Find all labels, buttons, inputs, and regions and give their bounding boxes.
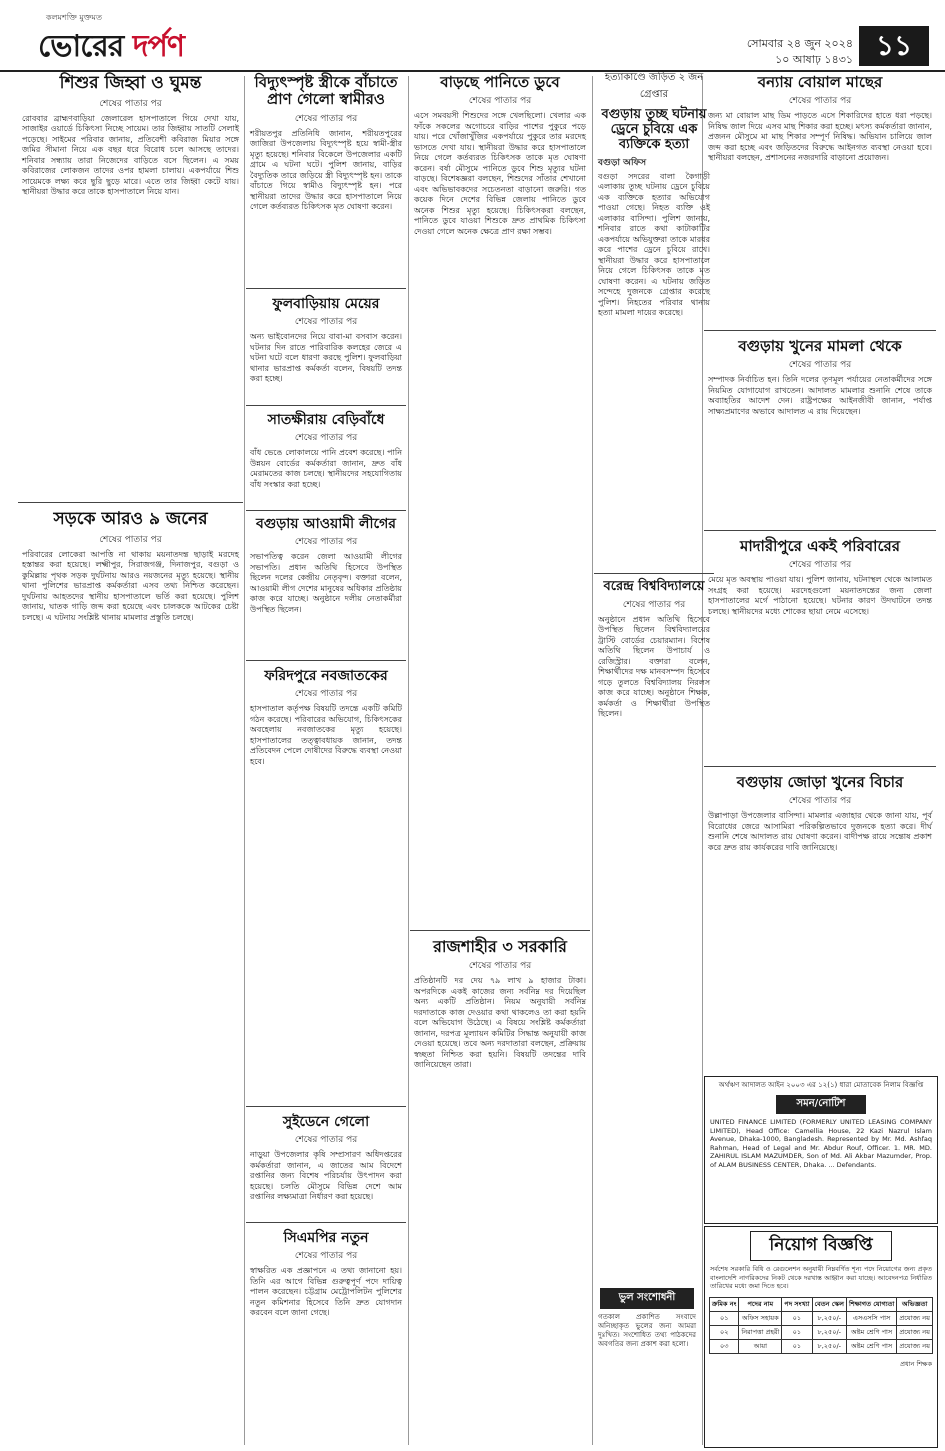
headline: সাতক্ষীরায় বেড়িবাঁধে <box>267 412 385 428</box>
story-satkhira <box>246 408 406 508</box>
headline: বগুড়ায় জোড়া খুনের বিচার <box>736 773 904 791</box>
continuation-note: শেষের পাতার পর <box>294 433 358 444</box>
byline: বগুড়া অফিস <box>598 157 647 168</box>
story-shishu <box>18 70 243 500</box>
date-gregorian: সোমবার ২৪ জুন ২০২৪ <box>746 37 853 50</box>
article-body: স্বাক্ষরিত এক প্রজ্ঞাপনে এ তথ্য জানানো হয়। তিনি এর আগে বিভিন্ন গুরুত্বপূর্ণ পদে দায়িত্ব পালন করেছেন। চট্টগ্রাম মেট্রোপলিটন পুলিশের নতুন কমিশনার হিসেবে তিনি দ্রুত যোগদান করবেন বলে জানা গেছে। <box>250 1266 402 1318</box>
table-row <box>710 1325 933 1339</box>
story-fulbari <box>246 292 406 402</box>
headline: বগুড়ায় আওয়ামী লীগের <box>256 516 396 532</box>
issue-date <box>747 36 853 68</box>
table-header-cell: পদের নাম <box>739 1297 782 1311</box>
table-cell: প্রযোজ্য নয় <box>897 1339 933 1353</box>
column-1 <box>18 70 243 1451</box>
continuation-note: শেষের পাতার পর <box>294 1135 358 1146</box>
logo-part-1: ভোরের <box>38 29 124 64</box>
article-body: অনুষ্ঠানে প্রধান অতিথি হিসেবে উপস্থিত ছিলেন বিশ্ববিদ্যালয়ের ট্রাস্টি বোর্ডের চেয়ারম্যান। বিশেষ অতিথি ছিলেন উপাচার্য ও রেজিস্ট্রার। বক্তারা বলেন, শিক্ষার্থীদের দক্ষ মানবসম্পদ হিসেবে গড়ে তুলতে বিশ্ববিদ্যালয় নিরলস কাজ করে যাচ্ছে। অনুষ্ঠানে শিক্ষক, কর্মকর্তা ও শিক্ষার্থীরা উপস্থিত ছিলেন। <box>598 614 710 719</box>
article-body: বাঁধ ভেঙে লোকালয়ে পানি প্রবেশ করেছে। পানি উন্নয়ন বোর্ডের কর্মকর্তারা জানান, দ্রুত বাঁধ মেরামতের কাজ চলছে। স্থানীয়দের সহযোগিতায় বাঁধ সংস্কার করা হচ্ছে। <box>250 448 402 489</box>
table-cell: অষ্টম শ্রেণি পাস <box>846 1325 896 1339</box>
continuation-note: শেষের পাতার পর <box>788 360 852 371</box>
newspaper-logo <box>38 22 184 73</box>
article-body: উল্লাপাড়া উপজেলার বাসিন্দা। মামলার এজাহার থেকে জানা যায়, পূর্ব বিরোধের জেরে আসামিরা পরিকল্পিতভাবে দুজনকে হত্যা করে। দীর্ঘ শুনানি শেষে আদালত রায় ঘোষণা করেন। বাদীপক্ষ রায়ে সন্তোষ প্রকাশ করে দ্রুত রায় কার্যকরের দাবি জানিয়েছে। <box>708 811 932 852</box>
column-2 <box>246 70 406 1451</box>
story-divider <box>246 1106 406 1107</box>
article-body: অন্য ভাইবোনদের নিয়ে বাবা-মা বসবাস করেন। ঘটনার দিন রাতে পারিবারিক কলহের জেরে এ ঘটনা ঘটে বলে ধারণা করছে পুলিশ। ফুলবাড়িয়া থানার ভারপ্রাপ্ত কর্মকর্তা বলেন, বিষয়টি তদন্ত করা হচ্ছে। <box>250 332 402 384</box>
story-divider <box>246 405 406 406</box>
story-bidhyut <box>246 70 406 285</box>
corrigendum-body: গতকাল প্রকাশিত সংবাদে অনিচ্ছাকৃত ভুলের জন্য আমরা দুঃখিত। সংশোধিত তথ্য পাঠকদের অবগতির জন্য প্রকাশ করা হলো। <box>598 1313 696 1348</box>
table-cell: নিরাপত্তা প্রহরী <box>739 1325 782 1339</box>
continuation-note: শেষের পাতার পর <box>622 599 686 610</box>
story-divider <box>410 930 590 931</box>
story-bogura-khun <box>704 334 936 528</box>
story-divider <box>246 660 406 661</box>
story-bogura-awami <box>246 512 406 657</box>
article-body: জন্য মা বোয়াল মাছ ডিম পাড়তে এসে শিকারিদের হাতে ধরা পড়ছে। নিষিদ্ধ জাল দিয়ে এসব মাছ শিকার করা হচ্ছে। মৎস্য কর্মকর্তারা জানান, প্রজনন মৌসুমে মা মাছ শিকার সম্পূর্ণ নিষিদ্ধ। অভিযান চালিয়ে জাল জব্দ করা হচ্ছে এবং জড়িতদের বিরুদ্ধে আইনগত ব্যবস্থা নেওয়া হবে। স্থানীয়রা বলছেন, প্রশাসনের নজরদারি বাড়ানো প্রয়োজন। <box>708 111 932 163</box>
continuation-note: শেষের পাতার পর <box>788 96 852 107</box>
headline: বন্যায় বোয়াল মাছের <box>757 73 883 91</box>
column-4 <box>594 70 714 1451</box>
story-cmp <box>246 1226 406 1446</box>
headline: রাজশাহীর ৩ সরকারি <box>433 937 567 956</box>
recruitment-body: সর্বশেষ সরকারি বিধি ও রেগুলেশন অনুযায়ী নিম্নবর্ণিত শূন্য পদে নিয়োগের জন্য প্রকৃত বাংলাদেশি নাগরিকদের নিকট থেকে দরখাস্ত আহ্বান করা যাচ্ছে। আবেদনপত্র নির্ধারিত তারিখের মধ্যে জমা দিতে হবে। <box>710 1265 932 1290</box>
continuation-note: শেষের পাতার পর <box>294 113 358 124</box>
headline: বগুড়ায় খুনের মামলা থেকে <box>738 337 902 355</box>
story-faridpur <box>246 664 406 1104</box>
corrigendum-title: ভুল সংশোধনী <box>600 1288 694 1309</box>
story-divider <box>18 502 243 503</box>
article-body: মেয়ে মৃত অবস্থায় পাওয়া যায়। পুলিশ জানায়, ঘটনাস্থল থেকে আলামত সংগ্রহ করা হয়েছে। মরদেহগুলো ময়নাতদন্তের জন্য জেলা হাসপাতালের মর্গে পাঠানো হয়েছে। ঘটনার কারণ উদঘাটনে তদন্ত চলছে। স্থানীয়দের মধ্যে শোকের ছায়া নেমে এসেছে। <box>708 575 932 616</box>
column-divider <box>592 76 593 1445</box>
recruitment-ad <box>704 1226 938 1448</box>
table-header-cell: পদ সংখ্যা <box>782 1297 812 1311</box>
recruitment-title: নিয়োগ বিজ্ঞপ্তি <box>750 1231 892 1261</box>
table-cell: প্রযোজ্য নয় <box>897 1325 933 1339</box>
corrigendum <box>594 1288 700 1446</box>
table-header-cell: অভিজ্ঞতা <box>897 1297 933 1311</box>
table-cell: ০২ <box>710 1325 739 1339</box>
article-body: শরীয়তপুর প্রতিনিধি জানান, শরীয়তপুরের জাজিরা উপজেলায় বিদ্যুৎস্পৃষ্ট হয়ে স্বামী-স্ত্রীর মৃত্যু হয়েছে। শনিবার বিকেলে উপজেলার একটি গ্রামে এ ঘটনা ঘটে। পুলিশ জানায়, বাড়ির বৈদ্যুতিক তারে জড়িয়ে স্ত্রী বিদ্যুৎস্পৃষ্ট হন। তাকে বাঁচাতে গিয়ে স্বামীও বিদ্যুৎস্পৃষ্ট হন। পরে স্থানীয়রা তাদের উদ্ধার করে হাসপাতালে নিয়ে গেলে কর্তব্যরত চিকিৎসক মৃত ঘোষণা করেন। <box>250 128 402 211</box>
masthead <box>0 0 945 72</box>
headline: সিএমপির নতুন <box>283 1230 369 1246</box>
story-sweden <box>246 1110 406 1220</box>
table-row <box>710 1339 933 1353</box>
table-header-cell: শিক্ষাগত যোগ্যতা <box>846 1297 896 1311</box>
headline: শিশুর জিহ্বা ও ঘুমন্ত <box>59 73 202 93</box>
article-body: সম্পাদক নির্বাচিত হন। তিনি দলের তৃণমূল পর্যায়ের নেতাকর্মীদের সঙ্গে নিয়মিত যোগাযোগ রাখতেন। আদালত মামলার শুনানি শেষে তাকে অব্যাহতির আদেশ দেন। রাষ্ট্রপক্ষের আইনজীবী জানান, পর্যাপ্ত সাক্ষ্যপ্রমাণের অভাবে আদালত এ রায় দিয়েছেন। <box>708 375 932 416</box>
continuation-note: শেষের পাতার পর <box>468 96 532 107</box>
table-cell: অষ্টম শ্রেণি পাস <box>846 1339 896 1353</box>
page-number: ১১ <box>859 26 929 66</box>
story-divider <box>246 1222 406 1223</box>
continuation-note: শেষের পাতার পর <box>294 689 358 700</box>
story-rajshahi <box>410 934 590 1446</box>
kicker: হত্যাকাণ্ডে জড়িত ২ জন গ্রেপ্তার <box>604 72 704 100</box>
story-boal <box>704 70 936 328</box>
logo-part-2: দর্পণ <box>132 29 185 64</box>
story-borendra <box>594 576 714 1276</box>
recruitment-signatory: প্রধান শিক্ষক <box>900 1359 932 1368</box>
table-cell: ০১ <box>782 1325 812 1339</box>
table-cell: ৮,২৫০/- <box>812 1311 846 1325</box>
continuation-note: শেষের পাতার পর <box>788 560 852 571</box>
continuation-note: শেষের পাতার পর <box>99 534 162 545</box>
table-header-cell: ক্রমিক নং <box>710 1297 739 1311</box>
headline: বাড়ছে পানিতে ডুবে <box>440 73 560 91</box>
date-bengali: ১০ আষাঢ় ১৪৩১ <box>775 53 853 66</box>
headline: বগুড়ায় তুচ্ছ ঘটনায় ড্রেনে চুবিয়ে এক ব্যক্তিকে হত্যা <box>601 107 707 152</box>
story-sarak <box>18 506 243 1446</box>
table-cell: আয়া <box>739 1339 782 1353</box>
article-body: প্রতিষ্ঠানটি দর দেয় ৭৯ লাখ ৯ হাজার টাকা। অপরদিকে একই কাজের জন্য সর্বনিম্ন দর দিয়েছিল অন্য একটি প্রতিষ্ঠান। নিয়ম অনুযায়ী সর্বনিম্ন দরদাতাকে কাজ দেওয়ার কথা থাকলেও তা করা হয়নি বলে অভিযোগ উঠেছে। এ বিষয়ে সংশ্লিষ্ট কর্মকর্তারা জানান, দরপত্র মূল্যায়ন কমিটির সিদ্ধান্ত অনুযায়ী কাজ দেওয়া হয়েছে। তবে অন্য দরদাতারা বলছেন, প্রক্রিয়ায় স্বচ্ছতা নিশ্চিত করা হয়নি। বিষয়টি তদন্তের দাবি জানিয়েছেন তারা। <box>414 976 586 1070</box>
headline: বরেন্দ্র বিশ্ববিদ্যালয়ে <box>603 579 705 594</box>
story-divider <box>704 530 936 531</box>
story-divider <box>704 330 936 331</box>
table-header-row <box>710 1297 933 1311</box>
story-bogura-jora <box>704 770 936 1070</box>
story-divider <box>246 288 406 289</box>
headline: মাদারীপুরে একই পরিবারের <box>739 537 900 555</box>
story-divider <box>246 510 406 511</box>
column-divider <box>244 76 245 1445</box>
story-bogura-tuchh <box>594 70 714 570</box>
legal-notice <box>704 1076 938 1224</box>
story-divider <box>704 766 936 767</box>
headline: সুইডেনে গেলো <box>282 1114 370 1130</box>
notice-body: UNITED FINANCE LIMITED (FORMERLY UNITED LEASING COMPANY LIMITED), Head Office: Camellia House, 22 Kazi Nazrul Islam Avenue, Dhaka-1000, Bangladesh. Represented by Mr. Md. Ashfaq Rahman, Head of Legal and Mr. Abdur Rouf, Officer. 1. MR. MD. ZAHIRUL ISLAM MAZUMDER, Son of Md. Ali Akbar Mazumder, Prop. of ALAM BUSINESS CENTER, Dhaka. ... Defendants. <box>710 1118 932 1169</box>
table-cell: ৮,২৫০/- <box>812 1339 846 1353</box>
article-body: নাড়ুয়া উপজেলার কৃষি সম্প্রসারণ অধিদপ্তরের কর্মকর্তারা জানান, এ জাতের আম বিদেশে রপ্তানির জন্য বিশেষ পরিচর্যায় উৎপাদন করা হয়েছে। চলতি মৌসুমে বিভিন্ন দেশে আম রপ্তানির লক্ষ্যমাত্রা নির্ধারণ করা হয়েছে। <box>250 1150 402 1202</box>
article-body: পরিবারের লোকেরা আপত্তি না থাকায় ময়নাতদন্ত ছাড়াই মরদেহ হস্তান্তর করা হয়েছে। লক্ষ্মীপুর, সিরাজগঞ্জ, দিনাজপুর, বগুড়া ও কুমিল্লায় পৃথক সড়ক দুর্ঘটনায় আরও নয়জনের মৃত্যু হয়েছে। স্থানীয় থানা পুলিশের ভারপ্রাপ্ত কর্মকর্তারা এসব তথ্য নিশ্চিত করেছেন। দুর্ঘটনায় আহতদের স্থানীয় হাসপাতালে ভর্তি করা হয়েছে। পুলিশ জানায়, ঘাতক গাড়ি জব্দ করা হয়েছে এবং চালককে আটকের চেষ্টা চলছে। এ ঘটনায় সংশ্লিষ্ট থানায় মামলার প্রস্তুতি চলছে। <box>22 549 239 622</box>
table-cell: ০১ <box>710 1311 739 1325</box>
column-divider <box>408 76 409 1445</box>
notice-heading: অর্থঋণ আদালত আইন ২০০৩ এর ১২(১) ধারা মোতাবেক নিলাম বিজ্ঞপ্তি <box>718 1081 924 1089</box>
headline: ফুলবাড়িয়ায় মেয়ের <box>272 296 380 312</box>
continuation-note: শেষের পাতার পর <box>468 961 532 972</box>
article-body: এসে সমবয়সী শিশুদের সঙ্গে খেলছিলো। খেলার এক ফাঁকে সকলের অগোচরে বাড়ির পাশের পুকুরে পড়ে যায়। পরে খোঁজাখুঁজির একপর্যায়ে পুকুরে তার মরদেহ ভাসতে দেখা যায়। স্থানীয়রা উদ্ধার করে হাসপাতালে নিয়ে গেলে কর্তব্যরত চিকিৎসক তাকে মৃত ঘোষণা করেন। বর্ষা মৌসুমে পানিতে ডুবে শিশু মৃত্যুর ঘটনা বাড়ছে। বিশেষজ্ঞরা বলছেন, শিশুদের সাঁতার শেখানো এবং অভিভাবকদের সচেতনতা বাড়ানো জরুরি। গত কয়েক দিনে দেশের বিভিন্ন জেলায় পানিতে ডুবে অনেক শিশুর মৃত্যু হয়েছে। চিকিৎসকরা বলছেন, পানিতে ডুবে যাওয়া শিশুকে দ্রুত প্রাথমিক চিকিৎসা দেওয়া গেলে অনেক ক্ষেত্রে প্রাণ রক্ষা সম্ভব। <box>414 111 586 236</box>
continuation-note: শেষের পাতার পর <box>294 1251 358 1262</box>
article-body: হাসপাতাল কর্তৃপক্ষ বিষয়টি তদন্তে একটি কমিটি গঠন করেছে। পরিবারের অভিযোগ, চিকিৎসকের অবহেলায় নবজাতকের মৃত্যু হয়েছে। হাসপাতালের তত্ত্বাবধায়ক জানান, তদন্ত প্রতিবেদন পেলে দোষীদের বিরুদ্ধে ব্যবস্থা নেওয়া হবে। <box>250 704 402 766</box>
table-cell: ০১ <box>782 1339 812 1353</box>
table-cell: ০১ <box>782 1311 812 1325</box>
table-cell: ৮,২৫০/- <box>812 1325 846 1339</box>
table-header-cell: বেতন স্কেল <box>812 1297 846 1311</box>
story-madaripur <box>704 534 936 764</box>
continuation-note: শেষের পাতার পর <box>788 796 852 807</box>
headline: সড়কে আরও ৯ জনের <box>53 509 208 529</box>
continuation-note: শেষের পাতার পর <box>294 317 358 328</box>
table-cell: ০৩ <box>710 1339 739 1353</box>
table-cell: প্রযোজ্য নয় <box>897 1311 933 1325</box>
column-3 <box>410 70 590 1451</box>
headline: বিদ্যুৎস্পৃষ্ট স্ত্রীকে বাঁচাতে প্রাণ গেলো স্বামীরও <box>254 73 398 109</box>
article-body: সভাপতিত্ব করেন জেলা আওয়ামী লীগের সভাপতি। প্রধান অতিথি হিসেবে উপস্থিত ছিলেন দলের কেন্দ্রীয় নেতৃবৃন্দ। বক্তারা বলেন, আওয়ামী লীগ দেশের মানুষের অধিকার প্রতিষ্ঠায় কাজ করে যাচ্ছে। অনুষ্ঠানে দলীয় নেতাকর্মীরা উপস্থিত ছিলেন। <box>250 552 402 614</box>
table-cell: অফিস সহায়ক <box>739 1311 782 1325</box>
article-body: বগুড়া সদরের বালা কৈগাড়ী এলাকায় তুচ্ছ ঘটনায় ড্রেনে চুবিয়ে এক ব্যক্তিকে হত্যার অভিযোগ পাওয়া গেছে। নিহত ব্যক্তি ওই এলাকার বাসিন্দা। পুলিশ জানায়, শনিবার রাতে কথা কাটাকাটির একপর্যায়ে অভিযুক্তরা তাকে মারধর করে পাশের ড্রেনে চুবিয়ে রাখে। স্থানীয়রা উদ্ধার করে হাসপাতালে নিয়ে গেলে চিকিৎসক তাকে মৃত ঘোষণা করেন। এ ঘটনায় জড়িত সন্দেহে দুজনকে গ্রেপ্তার করেছে পুলিশ। নিহতের পরিবার থানায় হত্যা মামলা দায়ের করেছে। <box>598 171 710 318</box>
story-barchhe <box>410 70 590 928</box>
continuation-note: শেষের পাতার পর <box>99 98 162 109</box>
continuation-note: শেষের পাতার পর <box>294 537 358 548</box>
headline: ফরিদপুরে নবজাতকের <box>264 668 388 684</box>
tagline: কলমশক্তি মুক্তমত <box>46 13 102 22</box>
recruitment-table <box>709 1297 933 1354</box>
article-body: রোববার ব্রাহ্মণবাড়িয়া জেলারেল হাসপাতালে গিয়ে দেখা যায়, সাজাইর ওয়ার্ডে চিকিৎসা নিচ্ছে সায়েম। তার জিহ্বায় সাতটি সেলাই পড়েছে। সাইমের পরিবার জানায়, প্রতিবেশী কবিরাজ মিয়ার সঙ্গে জমির সীমানা নিয়ে এক বছর ধরে বিরোধ চলে আসছে তাদের। শনিবার সন্ধ্যায় তারা নিজেদের বাড়িতে বসে ছিলেন। এ সময় কবিরাজের লোকজন তাদের ওপর হামলা চালায়। একপর্যায়ে শিশু সায়েমকে লক্ষ্য করে ছুরি ছুড়ে মারে। এতে তার জিহ্বা কেটে যায়। স্থানীয়রা উদ্ধার করে তাকে হাসপাতালে নিয়ে যান। <box>22 113 239 197</box>
table-cell: এসএসসি পাস <box>846 1311 896 1325</box>
table-row <box>710 1311 933 1325</box>
notice-title: সমন/নোটিশ <box>776 1095 866 1114</box>
story-divider <box>594 573 714 574</box>
